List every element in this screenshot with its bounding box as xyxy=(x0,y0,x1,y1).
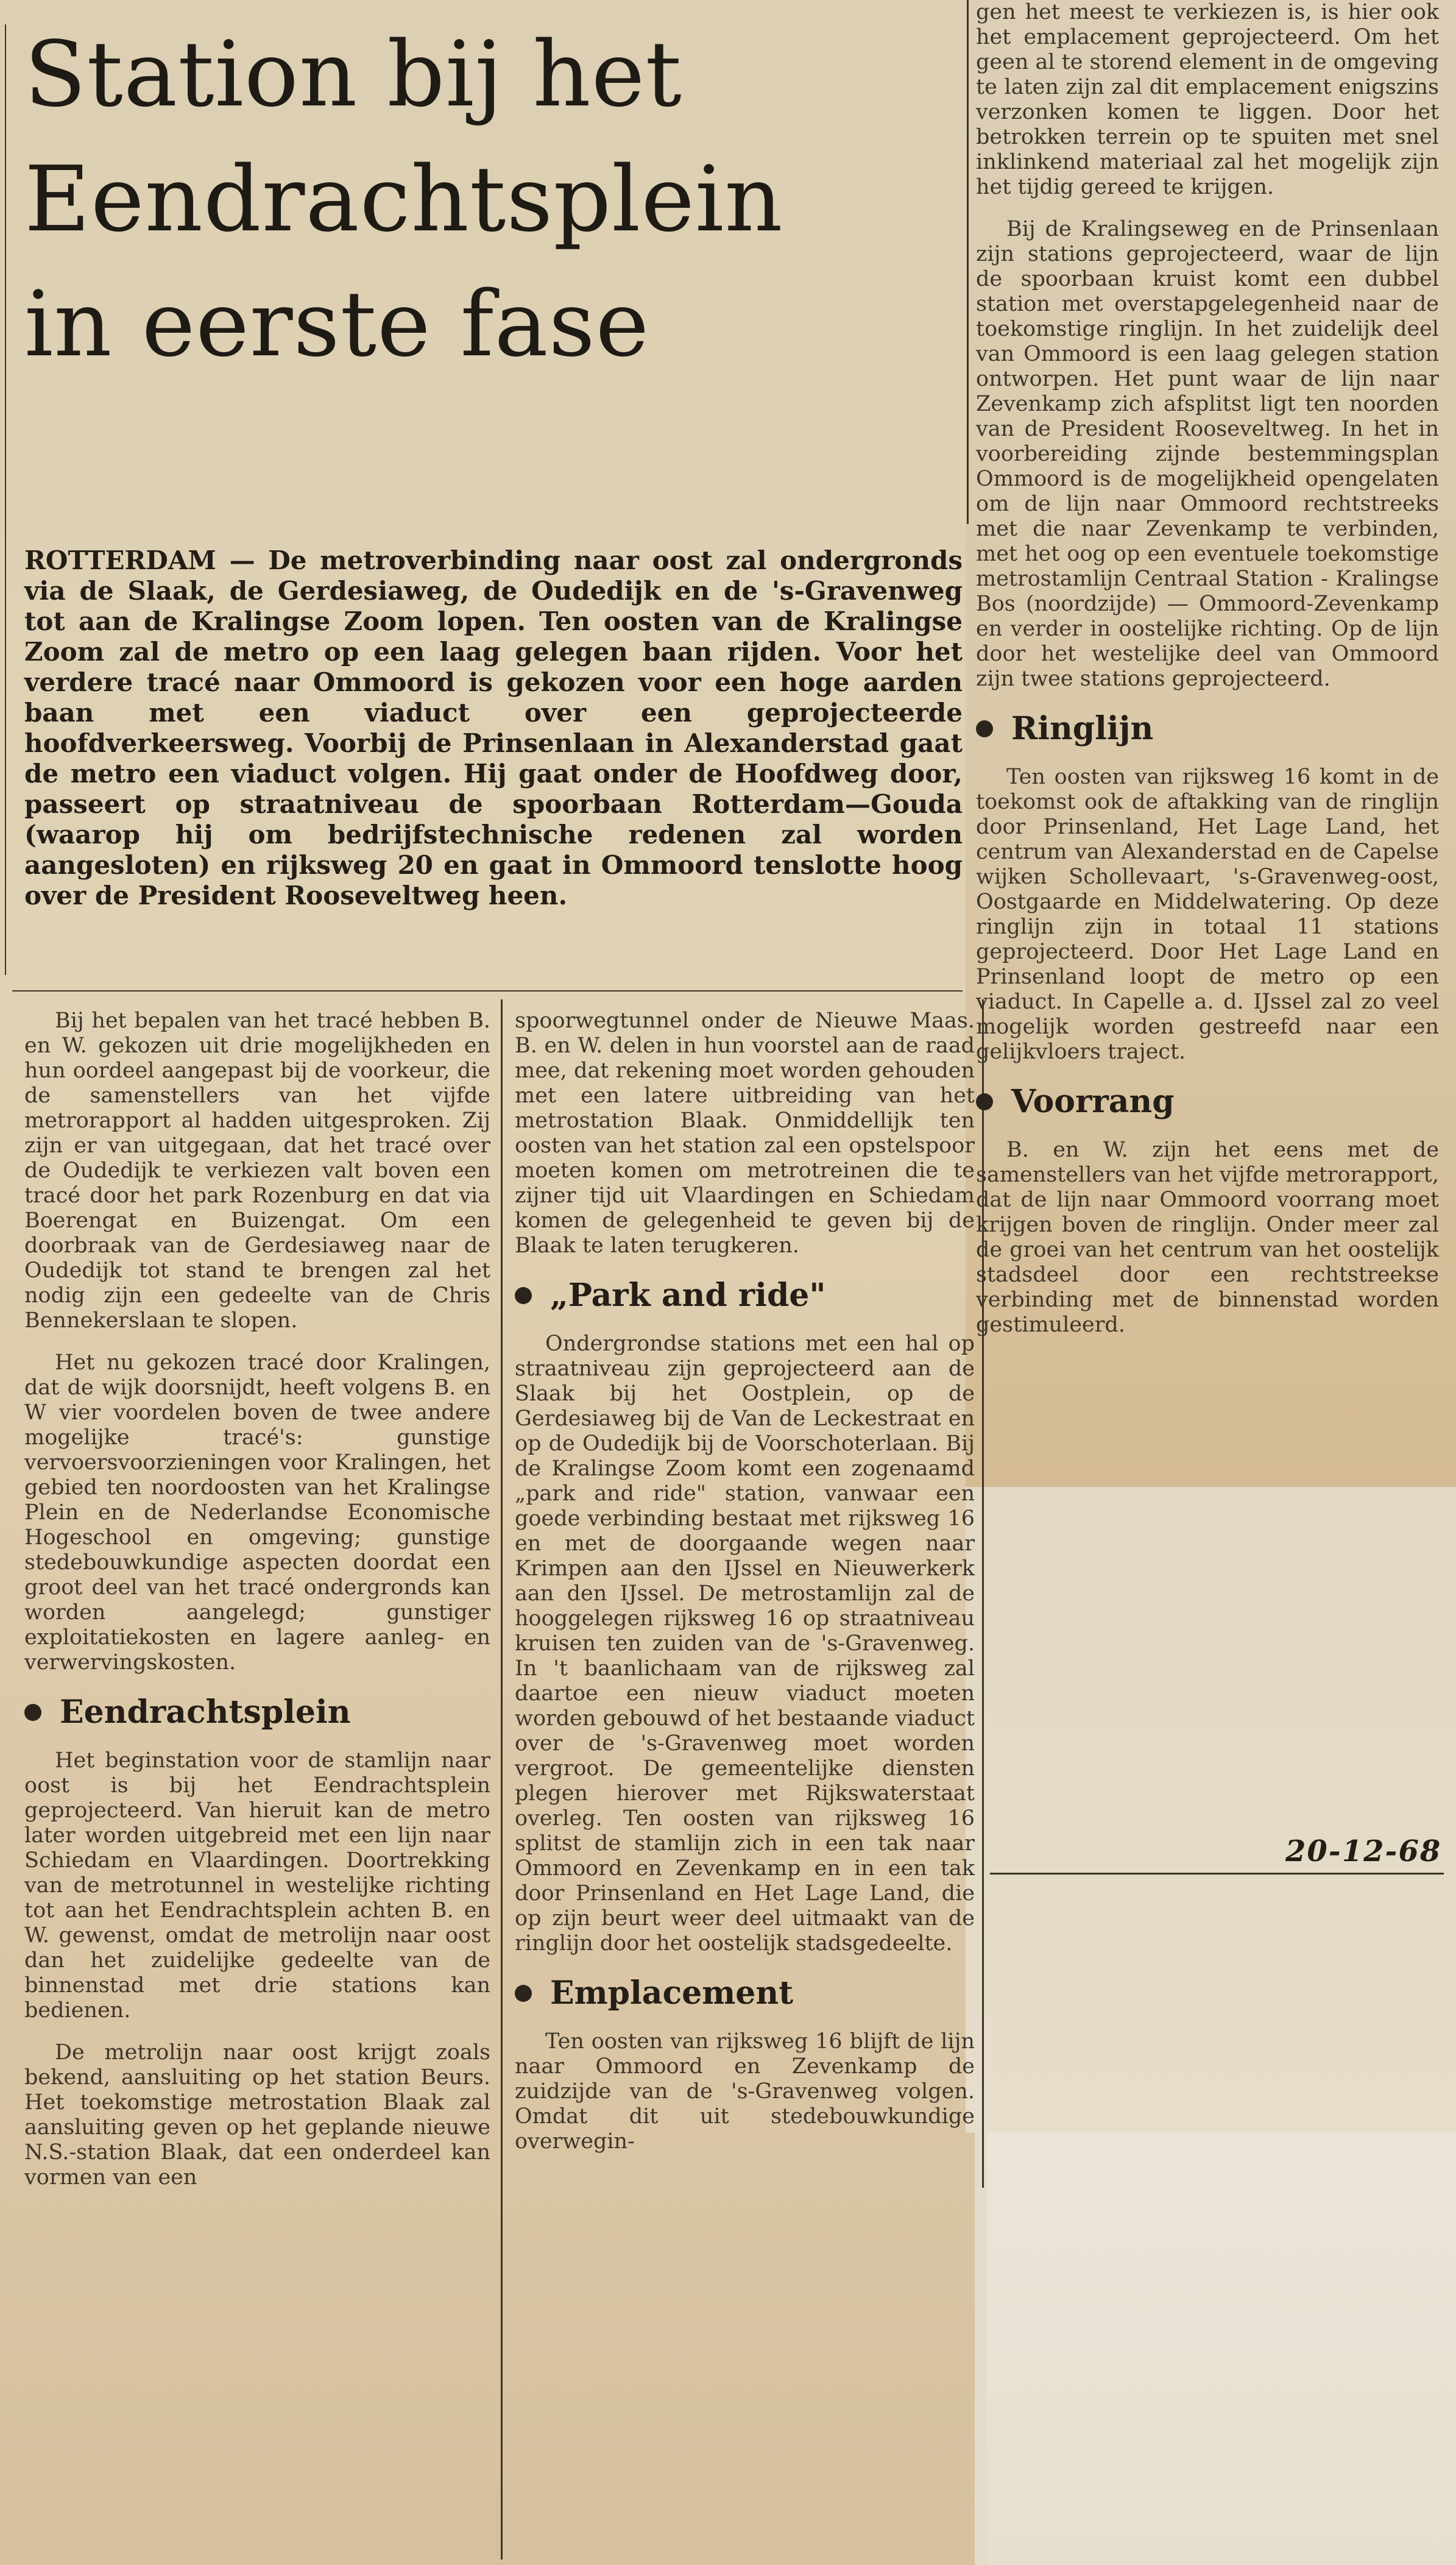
bullet-icon xyxy=(976,1093,993,1110)
bullet-icon xyxy=(515,1985,532,2002)
col1-paragraph-2: Het nu gekozen tracé door Kralingen, dat de wijk doorsnijdt, heeft volgens B. en W vier voordelen boven de twee andere mogelijke tracé's: gunstige vervoersvoorzieningen voor Kralingen, het gebied ten noordoosten van het Kralingse Plein en de Nederlandse Economische Hogeschool en omgeving; gunstige stedebouwkundige aspecten doordat een groot deel van het tracé ondergronds kan worden aangelegd; gunstiger exploitatiekosten en lagere aanleg- en verwervingskosten. xyxy=(24,1350,490,1675)
headline-line-1: Station bij het xyxy=(24,22,682,127)
end-rule xyxy=(990,1873,1444,1875)
subheading-eendrachtsplein xyxy=(24,1694,490,1731)
handwritten-date: 20-12-68 xyxy=(1285,1834,1442,1868)
col3-paragraph-2: Bij de Kralingseweg en de Prinsenlaan zijn stations geprojecteerd, waar de lijn de spoorbaan kruist komt een dubbel station met overstapgelegenheid naar de toekomstige ringlijn. In het zuidelijk deel van Ommoord is een laag gelegen station ontworpen. Het punt waar de lijn naar Zevenkamp zich afsplitst ligt ten noorden van de President Rooseveltweg. In het in voorbereiding zijnde bestemmingsplan Ommoord is de mogelijkheid opengelaten om de lijn naar Ommoord rechtstreeks met die naar Zevenkamp te verbinden, met het oog op een eventuele toekomstige metrostamlijn Centraal Station - Kralingse Bos (noordzijde) — Ommoord-Zevenkamp en verder in oostelijke richting. Op de lijn door het westelijke deel van Ommoord zijn twee stations geprojecteerd. xyxy=(976,217,1439,691)
column-1 xyxy=(24,1009,490,2207)
subheading-text: Emplacement xyxy=(550,1974,794,2012)
column-rule-right-top xyxy=(967,0,969,524)
subheading-text: „Park and ride" xyxy=(550,1277,826,1314)
subheading-text: Voorrang xyxy=(1011,1083,1175,1120)
left-edge-rule xyxy=(5,24,6,975)
column-rule-middle xyxy=(501,999,503,2560)
col3-paragraph-4: B. en W. zijn het eens met de samenstellers van het vijfde metrorapport, dat de lijn naar Ommoord voorrang moet krijgen boven de ringlijn. Onder meer zal de groei van het centrum van het oostelijk stadsdeel door een rechtstreekse verbinding met de binnenstad worden gestimuleerd. xyxy=(976,1138,1439,1337)
paper-bottom-strip xyxy=(987,2133,1456,2565)
col1-paragraph-1: Bij het bepalen van het tracé hebben B. en W. gekozen uit drie mogelijkheden en hun oordeel aangepast bij de voorkeur, die de samenstellers van het vijfde metrorapport al hadden uitgesproken. Zij zijn er van uitgegaan, dat het tracé over de Oudedijk te verkiezen valt boven een tracé door het park Rozenburg en dat via Boerengat en Buizengat. Om een doorbraak van de Gerdesiaweg naar de Oudedijk tot stand te brengen zal het nodig zijn een gedeelte van de Chris Bennekerslaan te slopen. xyxy=(24,1009,490,1333)
headline-line-3: in eerste fase xyxy=(24,272,650,377)
subheading-text: Eendrachtsplein xyxy=(60,1694,351,1731)
subheading-park-and-ride xyxy=(515,1277,975,1314)
column-3 xyxy=(976,0,1439,1355)
paper-right-mid xyxy=(966,1487,1456,2133)
subheading-ringlijn xyxy=(976,710,1439,748)
col2-paragraph-3: Ten oosten van rijksweg 16 blijft de lijn naar Ommoord en Zevenkamp de zuidzijde van de 's-Gravenweg volgen. Omdat dit uit stedebouwkundige overwegin- xyxy=(515,2029,975,2154)
subheading-text: Ringlijn xyxy=(1011,710,1154,747)
bullet-icon xyxy=(515,1287,532,1304)
col2-paragraph-1: spoorwegtunnel onder de Nieuwe Maas. B. en W. delen in hun voorstel aan de raad mee, dat rekening moet worden gehouden met een latere uitbreiding van het metrostation Blaak. Onmiddellijk ten oosten van het station zal een opstelspoor moeten komen om metrotreinen die te zijner tijd uit Vlaardingen en Schiedam komen de gelegenheid te geven bij de Blaak te laten terugkeren. xyxy=(515,1009,975,1258)
col1-paragraph-4: De metrolijn naar oost krijgt zoals bekend, aansluiting op het station Beurs. Het toekomstige metrostation Blaak zal aansluiting geven op het geplande nieuwe N.S.-station Blaak, dat een onderdeel kan vormen van een xyxy=(24,2040,490,2190)
bullet-icon xyxy=(24,1704,41,1721)
headline-line-2: Eendrachtsplein xyxy=(24,147,783,252)
col2-paragraph-2: Ondergrondse stations met een hal op straatniveau zijn geprojecteerd aan de Slaak bij het Oostplein, op de Gerdesiaweg bij de Van de Leckestraat en op de Oudedijk bij de Voorschoterlaan. Bij de Kralingse Zoom komt een zogenaamd „park and ride" station, vanwaar een goede verbinding bestaat met rijksweg 16 en met de doorgaande wegen naar Krimpen aan den IJssel en Nieuwerkerk aan den IJssel. De metrostamlijn zal de hooggelegen rijksweg 16 op straatniveau kruisen ten zuiden van de 's-Gravenweg. In 't baanlichaam van de rijksweg zal daartoe een nieuw viaduct moeten worden gebouwd of het bestaande viaduct over de 's-Gravenweg moet worden vergroot. De gemeentelijke diensten plegen hierover met Rijkswaterstaat overleg. Ten oosten van rijksweg 16 splitst de stamlijn zich in een tak naar Ommoord en Zevenkamp en in een tak door Prinsenland en Het Lage Land, die op zijn beurt weer deel uitmaakt van de ringlijn door het oostelijk stadsgedeelte. xyxy=(515,1332,975,1956)
column-2 xyxy=(515,1009,975,2171)
col3-paragraph-1: gen het meest te verkiezen is, is hier ook het emplacement geprojecteerd. Om het geen al te storend element in de omgeving te laten zijn zal dit emplacement enigszins verzonken komen te liggen. Door het betrokken terrein op te spuiten met snel inklinkend materiaal zal het mogelijk zijn het tijdig gereed te krijgen. xyxy=(976,0,1439,199)
subheading-emplacement xyxy=(515,1974,975,2012)
subheading-voorrang xyxy=(976,1083,1439,1121)
bullet-icon xyxy=(976,720,993,737)
lead-bottom-rule xyxy=(12,990,963,992)
col1-paragraph-3: Het beginstation voor de stamlijn naar oost is bij het Eendrachtsplein geprojecteerd. Van hieruit kan de metro later worden uitgebreid met een lijn naar Schiedam en Vlaardingen. Doortrekking van de metrotunnel in westelijke richting tot aan het Eendrachtsplein achten B. en W. gewenst, omdat de metrolijn naar oost dan het zuidelijke gedeelte van de binnenstad met drie stations kan bedienen. xyxy=(24,1748,490,2023)
col3-paragraph-3: Ten oosten van rijksweg 16 komt in de toekomst ook de aftakking van de ringlijn door Prinsenland, Het Lage Land, het centrum van Alexanderstad en de Capelse wijken Schollevaart, 's-Gravenweg-oost, Oostgaarde en Middelwatering. Op deze ringlijn zijn in totaal 11 stations geprojecteerd. Door Het Lage Land en Prinsenland loopt de metro op een viaduct. In Capelle a. d. IJssel zal zo veel mogelijk worden gestreefd naar een gelijkvloers traject. xyxy=(976,765,1439,1064)
headline xyxy=(24,12,950,387)
lead-paragraph: ROTTERDAM — De metroverbinding naar oost zal ondergronds via de Slaak, de Gerdesiaweg, de Oudedijk en de 's-Gravenweg tot aan de Kralingse Zoom lopen. Ten oosten van de Kralingse Zoom zal de metro op een laag gelegen baan rijden. Voor het verdere tracé naar Ommoord is gekozen voor een hoge aarden baan met een viaduct over een geprojecteerde hoofdverkeersweg. Voorbij de Prinsenlaan in Alexanderstad gaat de metro een viaduct volgen. Hij gaat onder de Hoofdweg door, passeert op straatniveau de spoorbaan Rotterdam—Gouda (waarop hij om bedrijfstechnische redenen zal worden aangesloten) en rijksweg 20 en gaat in Ommoord tenslotte hoog over de President Rooseveltweg heen. xyxy=(24,545,963,910)
